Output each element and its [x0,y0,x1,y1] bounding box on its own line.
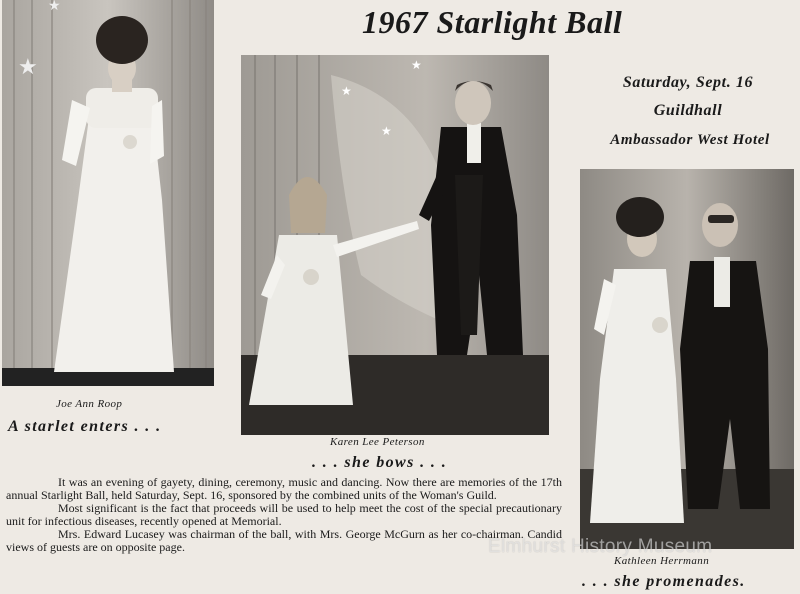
photo-she-promenades [580,169,794,549]
page-title: 1967 Starlight Ball [362,4,623,40]
article-paragraph: It was an evening of gayety, dining, ceremony, music and dancing. Now there are memories of the 17th annual Starlight Ball, held Saturday, Sept. 16, sponsored by the combined units of the Woman's Guild. [6,475,562,502]
svg-text:★: ★ [18,54,38,79]
event-hotel: Ambassador West Hotel [610,132,770,148]
event-venue: Guildhall [653,102,723,119]
svg-text:★: ★ [341,84,352,98]
photo-starlet-enters [2,0,214,386]
photo-name-middle: Karen Lee Peterson [330,436,425,448]
photo-name-left: Joe Ann Roop [56,398,123,410]
article-body [6,476,562,554]
museum-watermark: Elmhurst History Museum [488,536,713,557]
photo-caption-middle: . . . she bows . . . [312,454,448,471]
svg-text:★: ★ [411,58,422,72]
article-paragraph: Most significant is the fact that proceeds will be used to help meet the cost of the special precautionary unit for infectious diseases, recently opened at Memorial. [6,501,562,528]
article-paragraph: Mrs. Edward Lucasey was chairman of the ball, with Mrs. George McGurn as her co-chairman. Candid views of guests are on opposite page. [6,527,562,554]
photo-name-right: Kathleen Herrmann [614,555,710,567]
photo-she-bows [241,55,549,435]
photo-caption-right: . . . she promenades. [582,573,746,590]
svg-text:★: ★ [381,124,392,138]
photo-caption-left: A starlet enters . . . [8,418,162,435]
event-date: Saturday, Sept. 16 [622,74,754,91]
svg-text:★: ★ [48,0,61,14]
